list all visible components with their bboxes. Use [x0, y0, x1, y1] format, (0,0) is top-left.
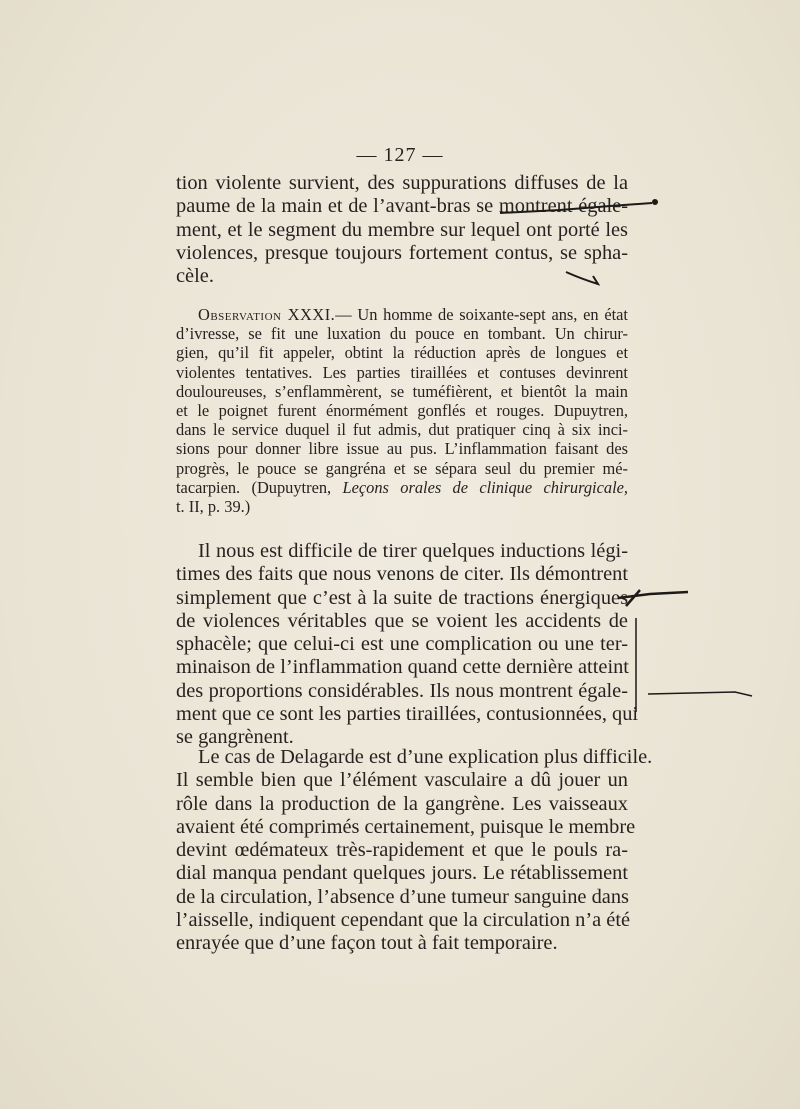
ink-stroke-underline — [500, 203, 652, 213]
text-line: se gangrènent. — [176, 726, 294, 749]
text-line: douloureuses, s’enflammèrent, se tuméfièrent, et bientôt la main — [176, 381, 628, 401]
text-line: sphacèle; que celui-ci est une complication ou une ter- — [176, 633, 628, 656]
text-line: ment, et le segment du membre sur lequel ont porté les — [176, 218, 628, 241]
text-line: l’aisselle, indiquent cependant que la circulation n’a été — [176, 909, 631, 932]
observation-line-rest: — Un homme de soixante-sept ans, en état — [335, 305, 628, 324]
text-line: dans le service duquel il fut admis, dut pratiquer cinq à six inci- — [176, 420, 628, 440]
ink-stroke-hook — [566, 272, 598, 284]
text-line: enrayée que d’une façon tout à fait temporaire. — [176, 932, 558, 955]
text-line: avaient été comprimés certainement, puisque le membre — [176, 815, 636, 838]
text-line: violences, presque toujours fortement contus, se spha- — [176, 241, 628, 264]
text-line: Il semble bien que l’élément vasculaire a dû jouer un — [176, 769, 628, 792]
ink-stroke-arrow — [618, 590, 688, 606]
text-line: times des faits que nous venons de citer. Ils démontrent — [176, 563, 628, 586]
text-line: tion violente survient, des suppurations diffuses de la — [176, 172, 628, 194]
text-line: t. II, p. 39.) — [176, 497, 251, 517]
ink-stroke-dash — [648, 692, 752, 696]
text-line: dial manqua pendant quelques jours. Le rétablissement — [176, 862, 628, 885]
text-line: des proportions considérables. Ils nous montrent égale- — [176, 679, 628, 702]
text-line: et le poignet furent énormément gonflés et rouges. Dupuytren, — [176, 401, 628, 421]
text-line: rôle dans la production de la gangrène. Les vaisseaux — [176, 792, 628, 815]
text-line: cèle. — [176, 265, 214, 288]
text-line: de la circulation, l’absence d’une tumeur sanguine dans — [176, 885, 629, 908]
text-line: sions pour donner libre issue au pus. L’inflammation faisant des — [176, 439, 628, 459]
text-line: de violences véritables que se voient les accidents de — [176, 609, 628, 632]
text-line: progrès, le pouce se gangréna et se sépara seul du premier mé- — [176, 458, 628, 478]
text-line: minaison de l’inflammation quand cette dernière atteint — [176, 656, 629, 679]
page-number: — 127 — — [356, 144, 444, 166]
observation-label: Observation XXXI. — [198, 305, 336, 324]
text-line: d’ivresse, se fit une luxation du pouce en tombant. Un chirur- — [176, 324, 628, 344]
ink-dot — [652, 199, 658, 205]
text-line: gien, qu’il fit appeler, obtint la réduction après de longues et — [176, 343, 628, 363]
text-line: paume de la main et de l’avant-bras se montrent égale- — [176, 195, 628, 218]
text-line: Le cas de Delagarde est d’une explication plus difficile. — [198, 746, 653, 768]
text-line: ment que ce sont les parties tiraillées, contusionnées, qui — [176, 703, 639, 726]
citation-title: Leçons orales de clinique chirurgicale, — [342, 477, 628, 497]
text-line: violentes tentatives. Les parties tiraillées et contuses devinrent — [176, 362, 628, 382]
text-line: devint œdémateux très-rapidement et que le pouls ra- — [176, 839, 628, 862]
citation-text: tacarpien. (Dupuytren, — [176, 477, 343, 497]
text-line: Il nous est difficile de tirer quelques inductions légi- — [198, 540, 628, 562]
text-line: simplement que c’est à la suite de tractions énergiques — [176, 586, 628, 609]
